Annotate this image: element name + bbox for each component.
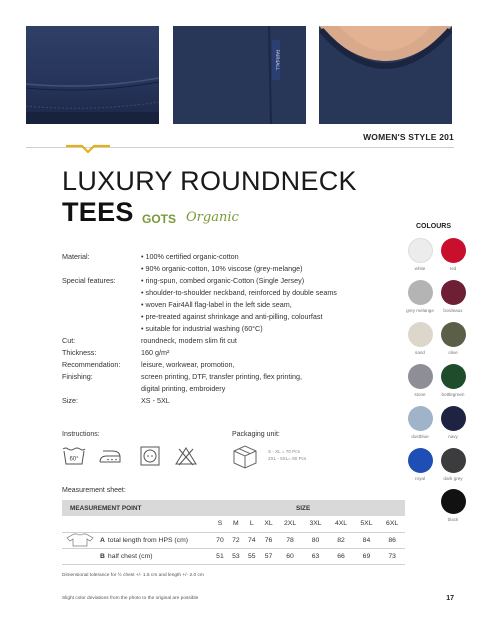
row-name: half chest (cm) (107, 552, 153, 560)
spec-value: • 90% organic-cotton, 10% viscose (grey-melange) (141, 264, 303, 273)
tumble-dry-icon (140, 446, 160, 466)
colour-dot (408, 448, 433, 473)
table-cell: 70 (212, 532, 228, 548)
colour-swatch-dark-grey (433, 448, 473, 481)
box-icon (232, 444, 258, 470)
colour-swatch-bottlegreen (433, 364, 473, 397)
table-row (62, 532, 405, 548)
colour-swatch-black (433, 489, 473, 522)
colour-swatch-olive (433, 322, 473, 355)
table-cell: 84 (354, 532, 379, 548)
product-title-line2: TEES (62, 197, 134, 227)
table-cell: 60 (277, 548, 302, 564)
colour-name: navy (448, 434, 458, 439)
spec-value: XS - 5XL (141, 396, 170, 405)
row-letter: A (100, 536, 105, 544)
measurement-table (62, 500, 405, 565)
spec-label-material: Material: (62, 252, 90, 261)
size-cell: L (244, 516, 260, 532)
colour-name: sand (415, 350, 425, 355)
colour-name: stone (414, 392, 426, 397)
colour-swatch-red (433, 238, 473, 271)
chevron-icon (66, 144, 110, 154)
table-cell: 72 (228, 532, 244, 548)
colour-name: royal (415, 476, 425, 481)
row-letter: B (100, 552, 105, 560)
colour-name: bottlegreen (441, 392, 465, 397)
fabric-sleeve-hem-photo (26, 26, 159, 124)
colour-name: bordeaux (443, 308, 463, 313)
table-header-row (62, 500, 405, 516)
colour-name: dark grey (443, 476, 463, 481)
instructions-label: Instructions: (62, 431, 100, 438)
colour-dot (441, 489, 466, 514)
gots-label: GOTS (142, 212, 177, 226)
spec-label-thickness: Thickness: (62, 348, 97, 357)
colour-dot (441, 238, 466, 263)
colour-dot (441, 364, 466, 389)
colour-deviation-note: Slight color deviations from the photo to the original are possible (62, 596, 199, 601)
size-cell: 4XL (328, 516, 353, 532)
colour-dot (441, 448, 466, 473)
colour-dot (441, 280, 466, 305)
wash-60-icon (62, 446, 86, 466)
colour-dot (408, 406, 433, 431)
iron-icon (97, 448, 123, 464)
colour-dot (441, 406, 466, 431)
colour-swatch-bordeaux (433, 280, 473, 313)
spec-value: • ring-spun, combed organic-Cotton (Single Jersey) (141, 276, 305, 285)
spec-value: 160 g/m² (141, 348, 170, 357)
table-cell: 76 (260, 532, 278, 548)
measurement-sheet-label: Measurement sheet: (62, 487, 126, 494)
spec-label-finishing: Finishing: (62, 372, 93, 381)
table-cell: 80 (303, 532, 328, 548)
table-cell: 73 (379, 548, 405, 564)
size-cell: 3XL (303, 516, 328, 532)
tshirt-diagram-icon (66, 533, 94, 547)
size-cell: 6XL (379, 516, 405, 532)
spec-value: • woven Fair4All flag-label in the left side seam, (141, 300, 292, 309)
table-cell: 53 (228, 548, 244, 564)
spec-value: • 100% certified organic-cotton (141, 252, 239, 261)
colour-name: black (447, 517, 459, 522)
page-number: 17 (446, 595, 454, 602)
flag-label-text: FAIR4ALL (274, 49, 279, 71)
table-cell: 86 (379, 532, 405, 548)
size-cell: XL (260, 516, 278, 532)
colour-name: dustblue (411, 434, 429, 439)
colour-dot (441, 322, 466, 347)
colours-title: COLOURS (416, 223, 451, 230)
fabric-flag-label-photo (173, 26, 306, 124)
row-name: total length from HPS (cm) (107, 536, 188, 544)
table-cell: 51 (212, 548, 228, 564)
table-cell: 69 (354, 548, 379, 564)
spec-label-size: Size: (62, 396, 78, 405)
packaging-label: Packaging unit: (232, 431, 280, 438)
size-row (62, 516, 405, 532)
colour-dot (408, 238, 433, 263)
size-cell: S (212, 516, 228, 532)
spec-label-special-features: Special features: (62, 276, 116, 285)
colour-dot (408, 280, 433, 305)
header-size: SIZE (212, 500, 405, 516)
spec-label-cut: Cut: (62, 336, 76, 345)
table-cell: 66 (328, 548, 353, 564)
style-label: WOMEN'S STYLE 201 (363, 132, 454, 142)
product-title-line1: LUXURY ROUNDNECK (62, 166, 357, 196)
packaging-line1: S - XL = 70 Pcs (268, 449, 300, 454)
neckband-detail-photo (319, 26, 452, 124)
spec-value: leisure, workwear, promotion, (141, 360, 235, 369)
spec-value: digital printing, embroidery (141, 384, 226, 393)
table-cell: 57 (260, 548, 278, 564)
table-cell: 55 (244, 548, 260, 564)
table-cell: 63 (303, 548, 328, 564)
table-cell: 82 (328, 532, 353, 548)
colour-swatch-navy (433, 406, 473, 439)
colour-name: white (414, 266, 426, 271)
table-row (62, 548, 405, 564)
no-bleach-icon (175, 446, 197, 466)
colour-dot (408, 322, 433, 347)
size-cell: 5XL (354, 516, 379, 532)
table-cell: 74 (244, 532, 260, 548)
spec-value: roundneck, modern slim fit cut (141, 336, 237, 345)
tolerance-note: Dimensional tolerance for ½ chest +/- 1.5 cm and length +/- 2.0 cm (62, 573, 204, 578)
colour-dot (408, 364, 433, 389)
size-cell: 2XL (277, 516, 302, 532)
colour-name: olive (448, 350, 458, 355)
spec-value: screen printing, DTF, transfer printing, flex printing, (141, 372, 302, 381)
spec-value: • pre-treated against shrinkage and anti-pilling, colourfast (141, 312, 323, 321)
wash-temp-label: 60° (69, 456, 79, 463)
organic-script-label: Organic (186, 210, 239, 225)
spec-label-recommendation: Recommendation: (62, 360, 121, 369)
header-measurement-point: MEASUREMENT POINT (62, 500, 212, 516)
spec-value: • shoulder-to-shoulder neckband, reinforced by double seams (141, 288, 337, 297)
size-cell: M (228, 516, 244, 532)
packaging-line2: 2XL - 5XL= 60 Pcs (268, 456, 307, 461)
spec-value: • suitable for industrial washing (60°C) (141, 324, 263, 333)
colour-name: grey melange (406, 308, 434, 313)
table-cell: 78 (277, 532, 302, 548)
colour-name: red (449, 266, 457, 271)
